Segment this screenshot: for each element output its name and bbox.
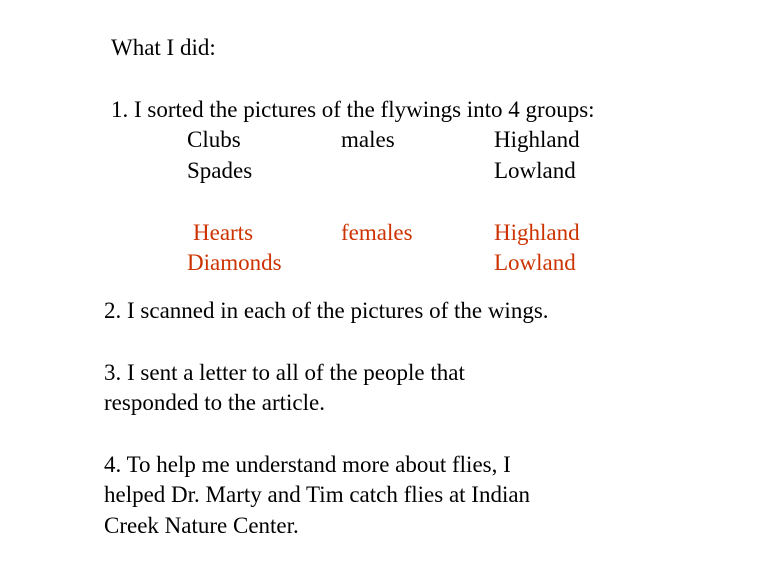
- group-hearts: Hearts: [193, 220, 254, 245]
- group-highland-black: Highland: [494, 127, 580, 152]
- group-spades: Spades: [187, 158, 253, 183]
- group-males: males: [341, 127, 395, 152]
- step-3-line-1: 3. I sent a letter to all of the people that: [104, 360, 465, 385]
- group-females: females: [341, 220, 413, 245]
- step-4-line-3: Creek Nature Center.: [104, 513, 299, 538]
- step-4-line-2: helped Dr. Marty and Tim catch flies at Indian: [104, 482, 531, 507]
- step-2-text: 2. I scanned in each of the pictures of the wings.: [104, 298, 549, 323]
- group-lowland-black: Lowland: [494, 158, 576, 183]
- step-3-line-2: responded to the article.: [104, 390, 325, 415]
- heading: What I did:: [111, 35, 216, 60]
- step-1-text: 1. I sorted the pictures of the flywings into 4 groups:: [111, 97, 595, 122]
- group-clubs: Clubs: [187, 127, 241, 152]
- group-diamonds: Diamonds: [187, 250, 282, 275]
- step-4-line-1: 4. To help me understand more about flies, I: [104, 452, 511, 477]
- group-highland-red: Highland: [494, 220, 580, 245]
- group-lowland-red: Lowland: [494, 250, 576, 275]
